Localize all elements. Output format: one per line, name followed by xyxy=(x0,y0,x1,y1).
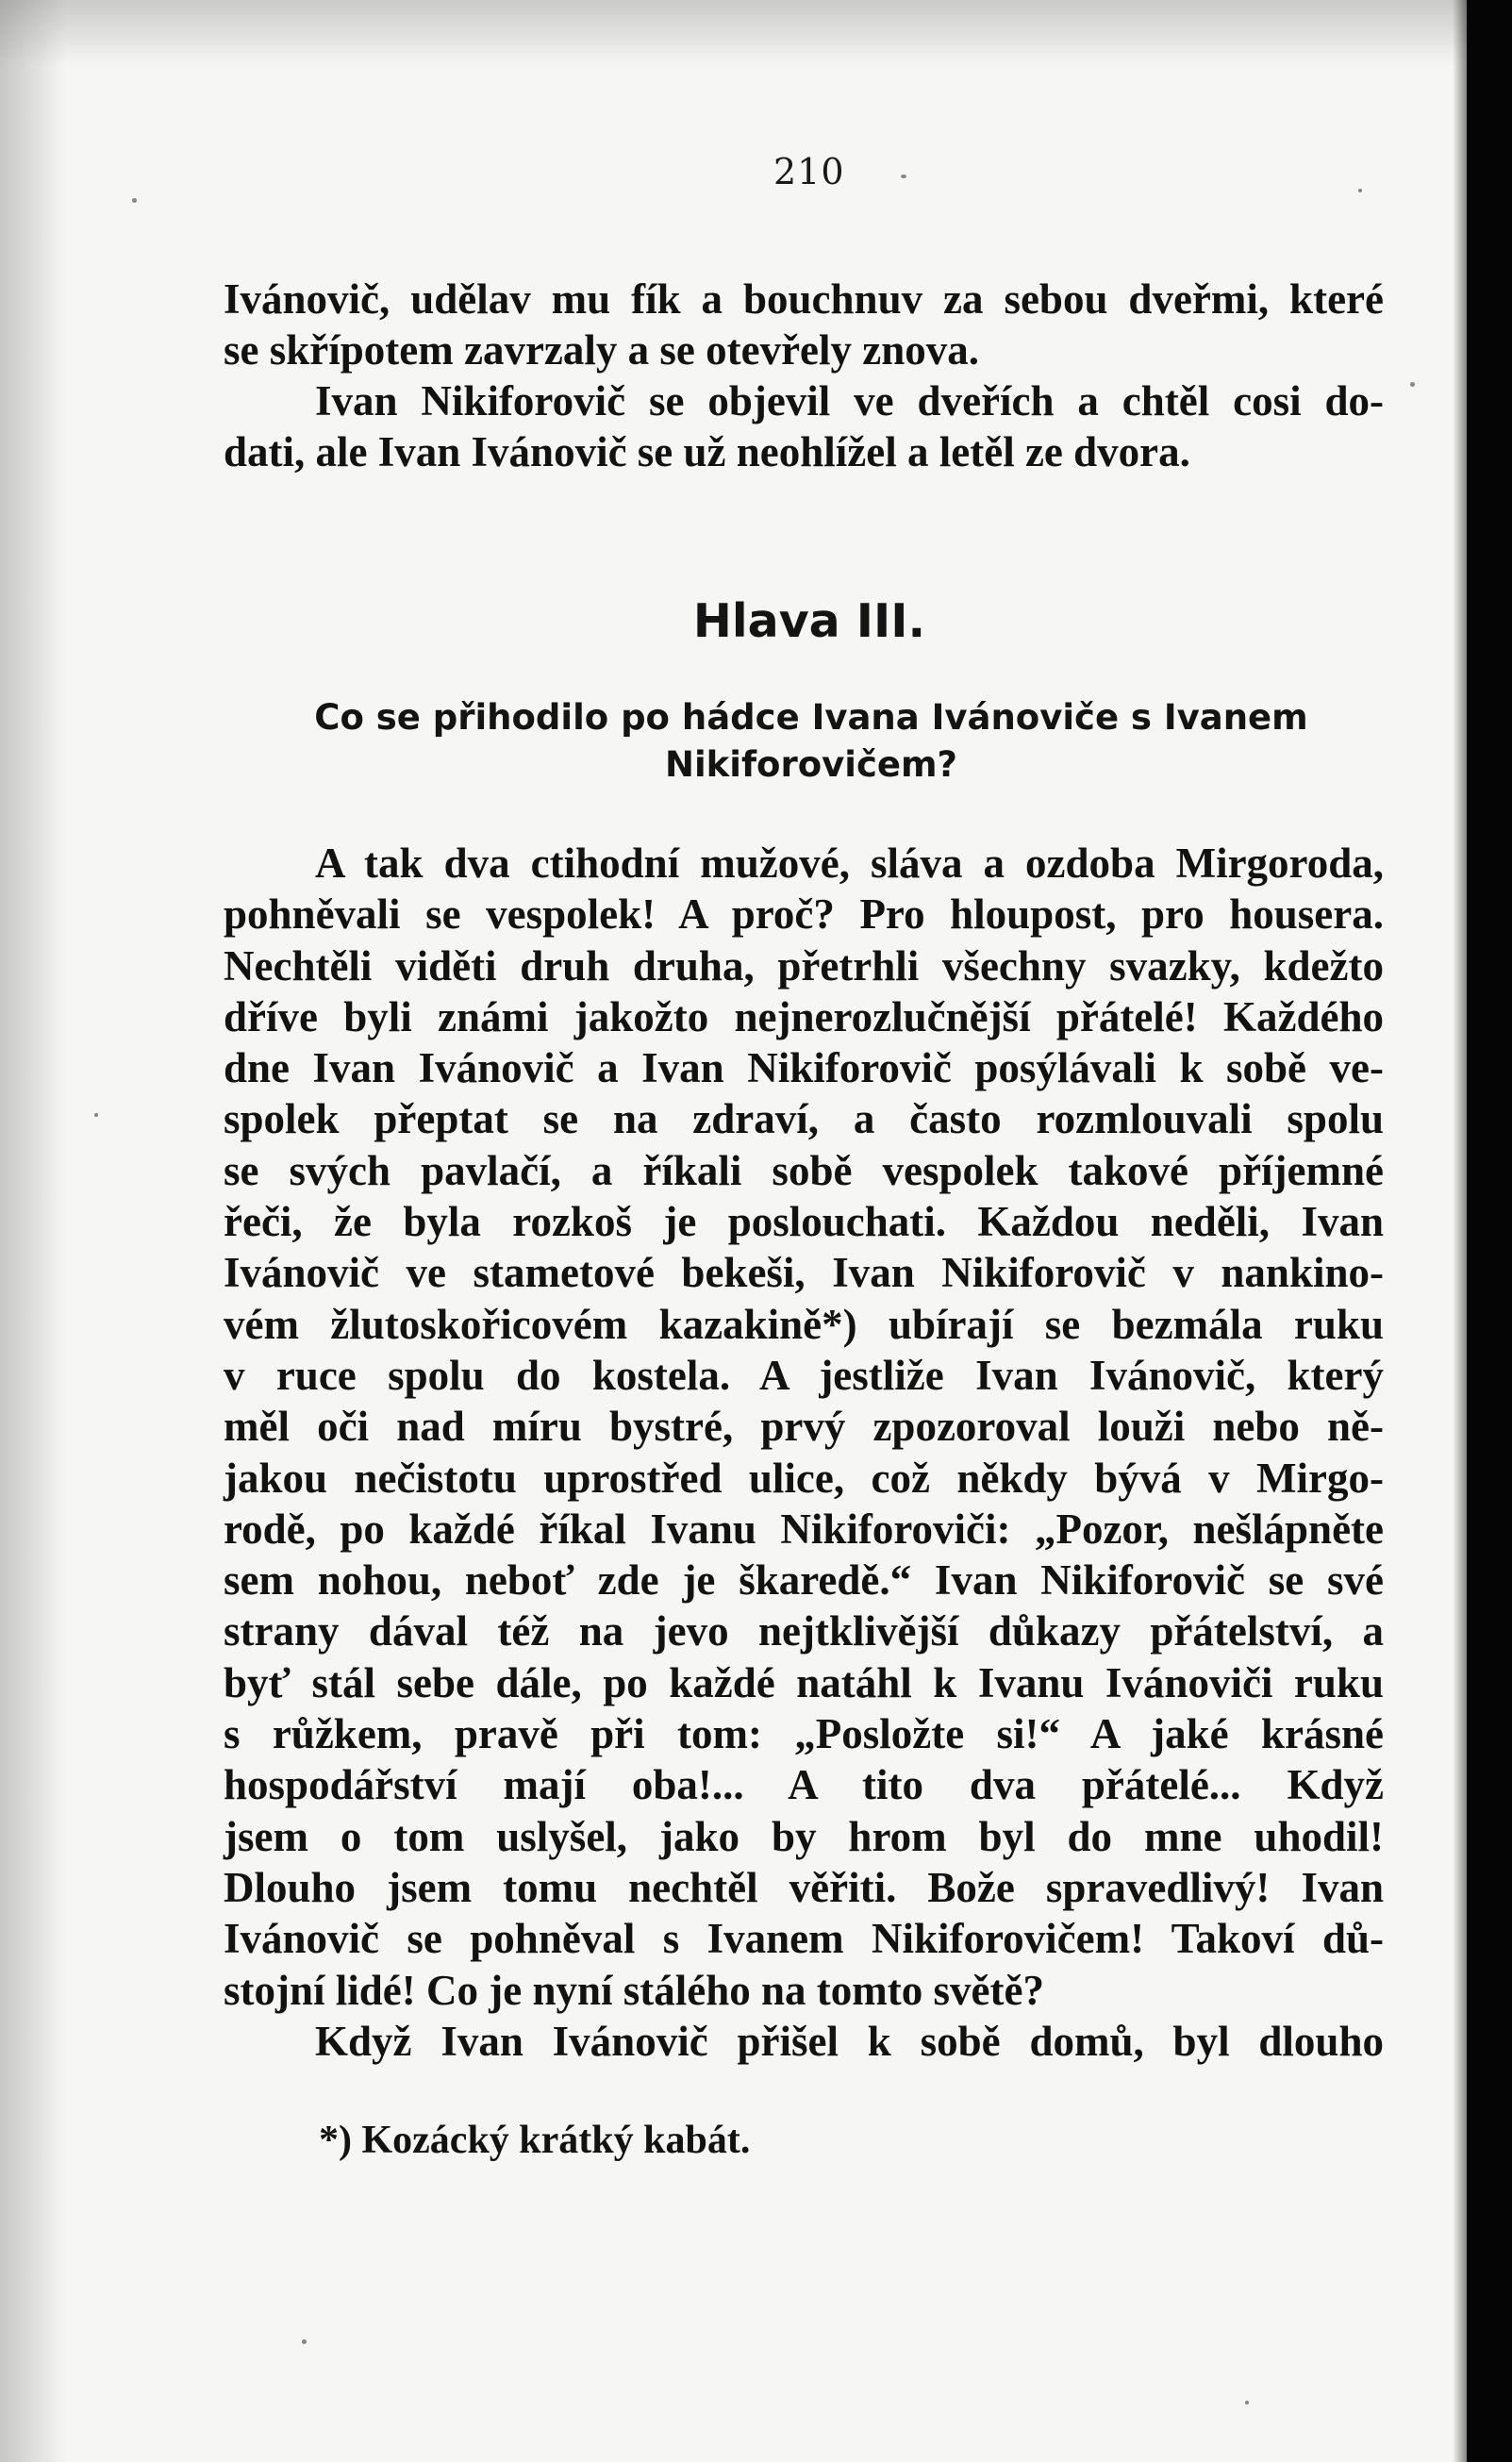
text-line: Dlouho jsem tomu nechtěl věřiti. Bože spravedlivý! Ivan xyxy=(224,1863,1384,1911)
scan-left-shading xyxy=(0,0,66,2462)
text-line: s růžkem, pravě při tom: „Posložte si!“ A jaké krásné xyxy=(224,1710,1384,1758)
text-line: dne Ivan Ivánovič a Ivan Nikiforovič posýlávali k sobě ve- xyxy=(224,1044,1384,1092)
book-binding-edge xyxy=(1467,0,1512,2462)
ink-speck xyxy=(132,198,137,203)
ink-speck xyxy=(1358,189,1362,192)
text-line: pohněvali se vespolek! A proč? Pro hloupost, pro housera. xyxy=(224,890,1384,939)
text-line: vém žlutoskořicovém kazakině*) ubírají se bezmála ruku xyxy=(224,1300,1384,1348)
text-line: Ivánovič ve stametové bekeši, Ivan Nikiforovič v nankino- xyxy=(224,1249,1384,1297)
text-line: strany dával též na jevo nejtklivější důkazy přátelství, a xyxy=(224,1607,1384,1655)
text-line: se skřípotem zavrzaly a se otevřely znova. xyxy=(224,326,980,374)
text-line: spolek přeptat se na zdraví, a často rozmlouvali spolu xyxy=(224,1095,1384,1143)
subtitle-line: Co se přihodilo po hádce Ivana Ivánoviče s Ivanem xyxy=(314,697,1308,738)
chapter-subtitle xyxy=(292,694,1330,789)
text-line: byť stál sebe dále, po každé natáhl k Ivanu Ivánoviči ruku xyxy=(224,1658,1384,1706)
text-line: A tak dva ctihodní mužové, sláva a ozdoba Mirgoroda, xyxy=(315,840,1384,887)
text-line: sem nohou, neboť zde je škaredě.“ Ivan Nikiforovič se své xyxy=(224,1556,1384,1605)
footnote: *) Kozácký krátký kabát. xyxy=(319,2119,751,2162)
opening-paragraph xyxy=(224,274,1384,477)
ink-speck xyxy=(1245,2401,1249,2404)
text-line: se svých pavlačí, a říkali sobě vespolek takové příjemné xyxy=(224,1146,1384,1194)
text-line: stojní lidé! Co je nyní stálého na tomto světě? xyxy=(224,1966,1044,2014)
text-line: hospodářství mají oba!... A tito dva přátelé... Když xyxy=(224,1761,1384,1809)
text-line: Ivánovič, udělav mu fík a bouchnuv za sebou dveřmi, které xyxy=(224,275,1384,323)
text-line: Nechtěli viděti druh druha, přetrhli všechny svazky, kdežto xyxy=(224,941,1384,990)
ink-speck xyxy=(901,175,906,178)
chapter-title: Hlava III. xyxy=(692,594,926,648)
page-number: 210 xyxy=(773,151,845,192)
ink-speck xyxy=(302,2339,307,2344)
text-line: v ruce spolu do kostela. A jestliže Ivan Ivánovič, který xyxy=(224,1351,1384,1399)
text-line: jakou nečistotu uprostřed ulice, což někdy bývá v Mirgo- xyxy=(224,1454,1384,1502)
text-line: měl oči nad míru bystré, prvý zpozoroval louži nebo ně- xyxy=(224,1403,1384,1451)
text-line: Ivánovič se pohněval s Ivanem Nikiforovičem! Takoví dů- xyxy=(224,1915,1384,1963)
ink-speck xyxy=(1410,382,1415,387)
text-line: rodě, po každé říkal Ivanu Nikiforoviči: „Pozor, nešlápněte xyxy=(224,1505,1384,1553)
text-line: Ivan Nikiforovič se objevil ve dveřích a chtěl cosi do- xyxy=(315,377,1384,424)
text-line: Když Ivan Ivánovič přišel k sobě domů, byl dlouho xyxy=(315,2017,1384,2065)
text-line: dati, ale Ivan Ivánovič se už neohlížel a letěl ze dvora. xyxy=(224,428,1190,475)
subtitle-line: Nikiforovičem? xyxy=(665,744,957,785)
ink-speck xyxy=(94,1113,98,1117)
text-line: řeči, že byla rozkoš je poslouchati. Každou neděli, Ivan xyxy=(224,1198,1384,1246)
scan-top-shading xyxy=(0,0,1467,66)
text-line: jsem o tom uslyšel, jako by hrom byl do mne uhodil! xyxy=(224,1812,1384,1860)
chapter-body xyxy=(224,838,1384,2067)
text-line: dříve byli známi jakožto nejnerozlučnější přátelé! Každého xyxy=(224,992,1384,1040)
